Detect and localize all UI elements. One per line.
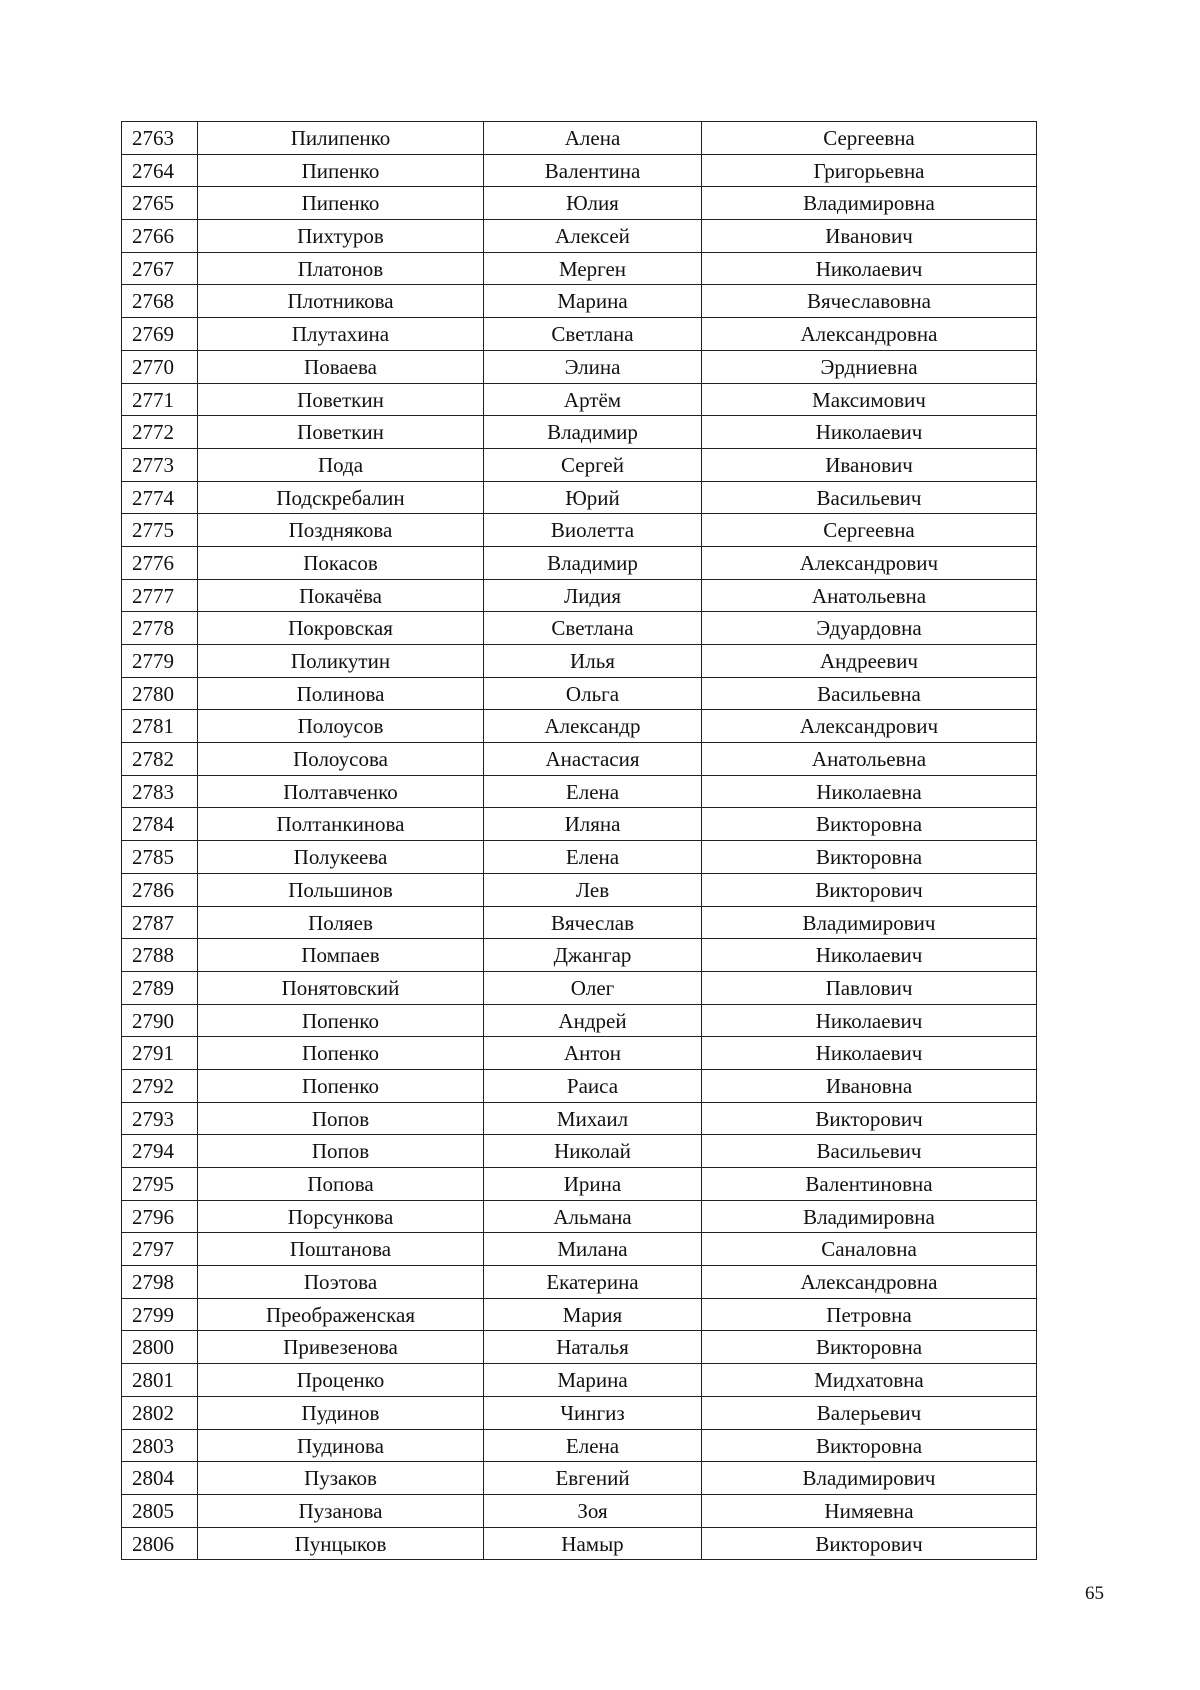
surname-cell: Пузанова [198, 1495, 484, 1528]
surname-cell: Порсункова [198, 1201, 484, 1234]
first-name-cell: Артём [484, 384, 702, 417]
surname-cell: Пихтуров [198, 220, 484, 253]
first-name-cell: Иляна [484, 808, 702, 841]
surname-cell: Попенко [198, 1037, 484, 1070]
row-number-cell: 2796 [122, 1201, 198, 1234]
table-row [122, 1364, 1037, 1397]
surname-cell: Полоусов [198, 710, 484, 743]
row-number-cell: 2800 [122, 1331, 198, 1364]
row-number-cell: 2779 [122, 645, 198, 678]
surname-cell: Полтавченко [198, 776, 484, 809]
table-row [122, 1005, 1037, 1038]
row-number-cell: 2774 [122, 482, 198, 515]
surname-cell: Преображенская [198, 1299, 484, 1332]
table-row [122, 1397, 1037, 1430]
table-row [122, 253, 1037, 286]
table-row [122, 808, 1037, 841]
patronymic-cell: Александрович [702, 710, 1037, 743]
surname-cell: Поваева [198, 351, 484, 384]
patronymic-cell: Николаевич [702, 416, 1037, 449]
row-number-cell: 2786 [122, 874, 198, 907]
table-row [122, 907, 1037, 940]
row-number-cell: 2770 [122, 351, 198, 384]
first-name-cell: Елена [484, 776, 702, 809]
surname-cell: Поляев [198, 907, 484, 940]
surname-cell: Пипенко [198, 187, 484, 220]
patronymic-cell: Александровна [702, 318, 1037, 351]
patronymic-cell: Григорьевна [702, 155, 1037, 188]
patronymic-cell: Николаевич [702, 939, 1037, 972]
row-number-cell: 2775 [122, 514, 198, 547]
row-number-cell: 2806 [122, 1528, 198, 1561]
patronymic-cell: Вячеславовна [702, 285, 1037, 318]
surname-cell: Проценко [198, 1364, 484, 1397]
first-name-cell: Ольга [484, 678, 702, 711]
table-row [122, 1495, 1037, 1528]
first-name-cell: Наталья [484, 1331, 702, 1364]
surname-cell: Пипенко [198, 155, 484, 188]
surname-cell: Понятовский [198, 972, 484, 1005]
row-number-cell: 2777 [122, 580, 198, 613]
first-name-cell: Чингиз [484, 1397, 702, 1430]
row-number-cell: 2805 [122, 1495, 198, 1528]
table-row [122, 645, 1037, 678]
row-number-cell: 2798 [122, 1266, 198, 1299]
surname-cell: Попенко [198, 1070, 484, 1103]
first-name-cell: Лидия [484, 580, 702, 613]
surname-cell: Полоусова [198, 743, 484, 776]
table-row [122, 1070, 1037, 1103]
first-name-cell: Владимир [484, 547, 702, 580]
row-number-cell: 2783 [122, 776, 198, 809]
first-name-cell: Сергей [484, 449, 702, 482]
surname-cell: Полтанкинова [198, 808, 484, 841]
patronymic-cell: Васильевич [702, 482, 1037, 515]
first-name-cell: Илья [484, 645, 702, 678]
first-name-cell: Светлана [484, 612, 702, 645]
table-row [122, 841, 1037, 874]
row-number-cell: 2771 [122, 384, 198, 417]
first-name-cell: Александр [484, 710, 702, 743]
first-name-cell: Николай [484, 1135, 702, 1168]
table-row [122, 187, 1037, 220]
first-name-cell: Андрей [484, 1005, 702, 1038]
patronymic-cell: Саналовна [702, 1233, 1037, 1266]
patronymic-cell: Иванович [702, 220, 1037, 253]
row-number-cell: 2788 [122, 939, 198, 972]
first-name-cell: Олег [484, 972, 702, 1005]
first-name-cell: Милана [484, 1233, 702, 1266]
patronymic-cell: Викторович [702, 1528, 1037, 1561]
patronymic-cell: Викторовна [702, 841, 1037, 874]
first-name-cell: Елена [484, 841, 702, 874]
patronymic-cell: Викторовна [702, 1430, 1037, 1463]
first-name-cell: Вячеслав [484, 907, 702, 940]
surname-cell: Привезенова [198, 1331, 484, 1364]
table-row [122, 1233, 1037, 1266]
patronymic-cell: Николаевна [702, 776, 1037, 809]
table-row [122, 874, 1037, 907]
patronymic-cell: Нимяевна [702, 1495, 1037, 1528]
table-row [122, 351, 1037, 384]
patronymic-cell: Анатольевна [702, 743, 1037, 776]
table-row [122, 416, 1037, 449]
row-number-cell: 2776 [122, 547, 198, 580]
row-number-cell: 2787 [122, 907, 198, 940]
row-number-cell: 2785 [122, 841, 198, 874]
surname-cell: Пузаков [198, 1462, 484, 1495]
first-name-cell: Валентина [484, 155, 702, 188]
surname-cell: Платонов [198, 253, 484, 286]
first-name-cell: Алексей [484, 220, 702, 253]
first-name-cell: Елена [484, 1430, 702, 1463]
table-row [122, 1135, 1037, 1168]
first-name-cell: Лев [484, 874, 702, 907]
first-name-cell: Намыр [484, 1528, 702, 1561]
patronymic-cell: Васильевна [702, 678, 1037, 711]
row-number-cell: 2803 [122, 1430, 198, 1463]
surname-cell: Поэтова [198, 1266, 484, 1299]
surname-cell: Попов [198, 1103, 484, 1136]
table-row [122, 1528, 1037, 1561]
table-row [122, 384, 1037, 417]
patronymic-cell: Владимирович [702, 907, 1037, 940]
surname-cell: Покасов [198, 547, 484, 580]
surname-cell: Плотникова [198, 285, 484, 318]
patronymic-cell: Николаевич [702, 253, 1037, 286]
table-row [122, 547, 1037, 580]
first-name-cell: Альмана [484, 1201, 702, 1234]
surname-cell: Попова [198, 1168, 484, 1201]
table-row [122, 155, 1037, 188]
patronymic-cell: Андреевич [702, 645, 1037, 678]
patronymic-cell: Александровна [702, 1266, 1037, 1299]
patronymic-cell: Викторович [702, 874, 1037, 907]
names-table [121, 121, 1037, 1560]
first-name-cell: Юлия [484, 187, 702, 220]
patronymic-cell: Петровна [702, 1299, 1037, 1332]
row-number-cell: 2802 [122, 1397, 198, 1430]
patronymic-cell: Васильевич [702, 1135, 1037, 1168]
patronymic-cell: Валерьевич [702, 1397, 1037, 1430]
patronymic-cell: Сергеевна [702, 122, 1037, 155]
first-name-cell: Марина [484, 1364, 702, 1397]
table-row [122, 449, 1037, 482]
first-name-cell: Светлана [484, 318, 702, 351]
table-row [122, 1430, 1037, 1463]
table-row [122, 1266, 1037, 1299]
first-name-cell: Виолетта [484, 514, 702, 547]
table-row [122, 972, 1037, 1005]
row-number-cell: 2781 [122, 710, 198, 743]
table-row [122, 285, 1037, 318]
row-number-cell: 2794 [122, 1135, 198, 1168]
surname-cell: Попов [198, 1135, 484, 1168]
first-name-cell: Екатерина [484, 1266, 702, 1299]
surname-cell: Поветкин [198, 416, 484, 449]
first-name-cell: Антон [484, 1037, 702, 1070]
surname-cell: Поветкин [198, 384, 484, 417]
table-row [122, 939, 1037, 972]
surname-cell: Подскребалин [198, 482, 484, 515]
patronymic-cell: Викторовна [702, 1331, 1037, 1364]
table-row [122, 612, 1037, 645]
surname-cell: Пода [198, 449, 484, 482]
row-number-cell: 2801 [122, 1364, 198, 1397]
surname-cell: Пудинова [198, 1430, 484, 1463]
patronymic-cell: Викторович [702, 1103, 1037, 1136]
first-name-cell: Марина [484, 285, 702, 318]
table-row [122, 1168, 1037, 1201]
row-number-cell: 2773 [122, 449, 198, 482]
patronymic-cell: Мидхатовна [702, 1364, 1037, 1397]
patronymic-cell: Эдуардовна [702, 612, 1037, 645]
first-name-cell: Анастасия [484, 743, 702, 776]
row-number-cell: 2780 [122, 678, 198, 711]
surname-cell: Плутахина [198, 318, 484, 351]
surname-cell: Покровская [198, 612, 484, 645]
table-row [122, 122, 1037, 155]
surname-cell: Позднякова [198, 514, 484, 547]
table-row [122, 776, 1037, 809]
first-name-cell: Джангар [484, 939, 702, 972]
patronymic-cell: Владимировна [702, 187, 1037, 220]
row-number-cell: 2767 [122, 253, 198, 286]
table-row [122, 514, 1037, 547]
first-name-cell: Евгений [484, 1462, 702, 1495]
surname-cell: Попенко [198, 1005, 484, 1038]
table-row [122, 1462, 1037, 1495]
patronymic-cell: Александрович [702, 547, 1037, 580]
table-row [122, 1037, 1037, 1070]
surname-cell: Покачёва [198, 580, 484, 613]
patronymic-cell: Викторовна [702, 808, 1037, 841]
first-name-cell: Владимир [484, 416, 702, 449]
patronymic-cell: Эрдниевна [702, 351, 1037, 384]
row-number-cell: 2793 [122, 1103, 198, 1136]
table-row [122, 580, 1037, 613]
surname-cell: Полукеева [198, 841, 484, 874]
surname-cell: Пилипенко [198, 122, 484, 155]
row-number-cell: 2769 [122, 318, 198, 351]
first-name-cell: Элина [484, 351, 702, 384]
surname-cell: Пунцыков [198, 1528, 484, 1561]
row-number-cell: 2789 [122, 972, 198, 1005]
table-row [122, 1331, 1037, 1364]
row-number-cell: 2797 [122, 1233, 198, 1266]
row-number-cell: 2795 [122, 1168, 198, 1201]
patronymic-cell: Валентиновна [702, 1168, 1037, 1201]
first-name-cell: Зоя [484, 1495, 702, 1528]
first-name-cell: Мерген [484, 253, 702, 286]
surname-cell: Поликутин [198, 645, 484, 678]
row-number-cell: 2791 [122, 1037, 198, 1070]
table-row [122, 743, 1037, 776]
first-name-cell: Юрий [484, 482, 702, 515]
table-row [122, 482, 1037, 515]
first-name-cell: Михаил [484, 1103, 702, 1136]
patronymic-cell: Николаевич [702, 1005, 1037, 1038]
patronymic-cell: Владимирович [702, 1462, 1037, 1495]
first-name-cell: Мария [484, 1299, 702, 1332]
patronymic-cell: Иванович [702, 449, 1037, 482]
row-number-cell: 2768 [122, 285, 198, 318]
patronymic-cell: Анатольевна [702, 580, 1037, 613]
patronymic-cell: Владимировна [702, 1201, 1037, 1234]
table-row [122, 1201, 1037, 1234]
table-row [122, 220, 1037, 253]
table-row [122, 318, 1037, 351]
table-row [122, 678, 1037, 711]
row-number-cell: 2784 [122, 808, 198, 841]
patronymic-cell: Сергеевна [702, 514, 1037, 547]
row-number-cell: 2799 [122, 1299, 198, 1332]
surname-cell: Полинова [198, 678, 484, 711]
patronymic-cell: Максимович [702, 384, 1037, 417]
patronymic-cell: Ивановна [702, 1070, 1037, 1103]
page-number: 65 [1085, 1583, 1104, 1604]
row-number-cell: 2772 [122, 416, 198, 449]
surname-cell: Помпаев [198, 939, 484, 972]
patronymic-cell: Николаевич [702, 1037, 1037, 1070]
row-number-cell: 2766 [122, 220, 198, 253]
surname-cell: Пудинов [198, 1397, 484, 1430]
surname-cell: Польшинов [198, 874, 484, 907]
surname-cell: Поштанова [198, 1233, 484, 1266]
row-number-cell: 2792 [122, 1070, 198, 1103]
row-number-cell: 2764 [122, 155, 198, 188]
table-row [122, 710, 1037, 743]
row-number-cell: 2763 [122, 122, 198, 155]
row-number-cell: 2765 [122, 187, 198, 220]
first-name-cell: Ирина [484, 1168, 702, 1201]
first-name-cell: Раиса [484, 1070, 702, 1103]
row-number-cell: 2804 [122, 1462, 198, 1495]
table-row [122, 1299, 1037, 1332]
row-number-cell: 2790 [122, 1005, 198, 1038]
row-number-cell: 2782 [122, 743, 198, 776]
table-row [122, 1103, 1037, 1136]
patronymic-cell: Павлович [702, 972, 1037, 1005]
first-name-cell: Алена [484, 122, 702, 155]
row-number-cell: 2778 [122, 612, 198, 645]
